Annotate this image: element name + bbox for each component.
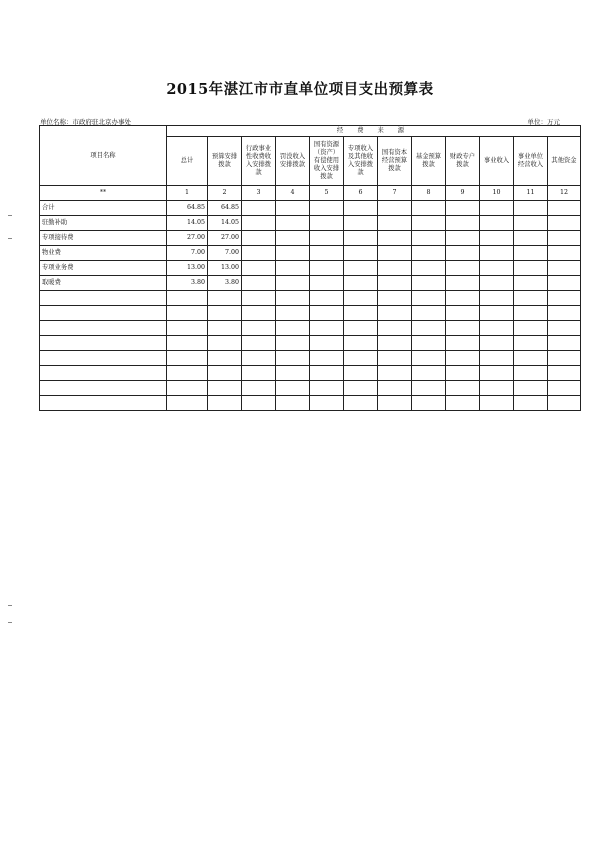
empty-cell [446,276,480,291]
empty-row [40,381,581,396]
row-total: 64.85 [167,201,208,216]
empty-cell [480,276,514,291]
empty-cell [412,381,446,396]
empty-cell [40,381,167,396]
column-header: 事业收入 [480,137,514,186]
unit-measure: 单位：万元 [527,118,560,126]
empty-cell [276,381,310,396]
empty-row [40,291,581,306]
empty-row [40,396,581,411]
empty-cell [344,201,378,216]
row-total: 3.80 [167,276,208,291]
empty-cell [412,351,446,366]
empty-cell [276,246,310,261]
empty-cell [446,261,480,276]
empty-cell [446,351,480,366]
empty-cell [446,336,480,351]
empty-cell [310,336,344,351]
empty-cell [276,336,310,351]
empty-cell [344,321,378,336]
empty-cell [480,231,514,246]
index-cell: 2 [208,186,242,201]
empty-cell [310,216,344,231]
empty-cell [310,321,344,336]
empty-cell [344,351,378,366]
empty-cell [378,396,412,411]
row-total: 13.00 [167,261,208,276]
empty-cell [446,216,480,231]
empty-cell [40,291,167,306]
empty-cell [480,306,514,321]
empty-cell [480,201,514,216]
empty-cell [446,231,480,246]
empty-cell [412,336,446,351]
empty-cell [514,216,548,231]
project-name-header: 项目名称 [40,126,167,186]
empty-cell [242,246,276,261]
index-cell: 8 [412,186,446,201]
row-name: 合计 [40,201,167,216]
empty-cell [344,381,378,396]
empty-cell [480,216,514,231]
empty-cell [344,366,378,381]
empty-cell [344,246,378,261]
empty-cell [242,336,276,351]
budget-table [39,125,581,411]
empty-cell [276,321,310,336]
empty-cell [514,276,548,291]
empty-cell [276,291,310,306]
empty-cell [344,291,378,306]
empty-cell [480,396,514,411]
empty-cell [310,201,344,216]
empty-cell [514,306,548,321]
empty-cell [242,201,276,216]
empty-cell [276,396,310,411]
empty-cell [412,396,446,411]
row-budget: 27.00 [208,231,242,246]
empty-cell [242,396,276,411]
empty-cell [412,261,446,276]
empty-cell [276,231,310,246]
empty-cell [548,216,581,231]
empty-cell [378,321,412,336]
empty-cell [378,231,412,246]
empty-cell [548,321,581,336]
empty-cell [242,261,276,276]
empty-cell [40,321,167,336]
empty-cell [378,276,412,291]
empty-cell [480,321,514,336]
empty-cell [378,336,412,351]
empty-cell [378,306,412,321]
empty-cell [167,336,208,351]
empty-cell [344,231,378,246]
empty-cell [167,366,208,381]
empty-cell [310,291,344,306]
empty-cell [344,261,378,276]
empty-cell [167,306,208,321]
index-cell: 10 [480,186,514,201]
empty-cell [548,396,581,411]
row-total: 14.05 [167,216,208,231]
column-header: 专项收入及其他收入安排拨款 [344,137,378,186]
empty-cell [412,246,446,261]
empty-cell [378,291,412,306]
page-title: 2015年湛江市市直单位项目支出预算表 [166,81,434,98]
column-header: 总计 [167,137,208,186]
empty-cell [310,351,344,366]
scan-mark [8,215,12,216]
empty-cell [242,291,276,306]
empty-cell [208,381,242,396]
empty-cell [276,276,310,291]
index-cell: 1 [167,186,208,201]
empty-cell [310,231,344,246]
row-budget: 3.80 [208,276,242,291]
empty-cell [446,381,480,396]
table-row [40,261,581,276]
empty-cell [40,396,167,411]
empty-cell [310,276,344,291]
empty-cell [242,276,276,291]
empty-cell [514,201,548,216]
empty-cell [276,366,310,381]
empty-cell [242,351,276,366]
index-cell: 11 [514,186,548,201]
empty-cell [514,336,548,351]
empty-cell [242,216,276,231]
table-row [40,201,581,216]
row-name: 专项接待费 [40,231,167,246]
row-budget: 7.00 [208,246,242,261]
empty-cell [208,306,242,321]
column-header: 国有资源（资产）有偿使用收入安排拨款 [310,137,344,186]
scan-mark [8,622,12,623]
empty-cell [480,291,514,306]
empty-cell [412,201,446,216]
empty-cell [446,396,480,411]
empty-cell [548,366,581,381]
index-cell: ** [40,186,167,201]
empty-cell [548,231,581,246]
column-header: 预算安排拨款 [208,137,242,186]
scan-mark [8,605,12,606]
empty-cell [446,246,480,261]
empty-cell [344,306,378,321]
empty-cell [548,201,581,216]
empty-cell [344,276,378,291]
empty-cell [480,336,514,351]
empty-cell [480,261,514,276]
empty-cell [208,336,242,351]
empty-cell [310,366,344,381]
empty-cell [242,366,276,381]
empty-cell [208,291,242,306]
empty-cell [310,381,344,396]
index-cell: 9 [446,186,480,201]
empty-cell [548,306,581,321]
empty-cell [276,261,310,276]
empty-cell [446,321,480,336]
scan-mark [8,238,12,239]
empty-cell [40,366,167,381]
empty-cell [276,351,310,366]
index-cell: 6 [344,186,378,201]
row-total: 27.00 [167,231,208,246]
empty-cell [310,246,344,261]
empty-cell [446,306,480,321]
empty-cell [446,366,480,381]
empty-cell [514,231,548,246]
empty-cell [242,321,276,336]
funding-source-header: 经 费 来 源 [167,126,581,137]
empty-cell [242,231,276,246]
index-cell: 5 [310,186,344,201]
empty-cell [412,366,446,381]
column-header: 行政事业性收费收入安排拨款 [242,137,276,186]
empty-row [40,306,581,321]
empty-cell [167,381,208,396]
empty-cell [548,381,581,396]
empty-cell [242,381,276,396]
row-total: 7.00 [167,246,208,261]
empty-cell [548,291,581,306]
empty-cell [40,336,167,351]
empty-row [40,351,581,366]
empty-cell [208,351,242,366]
empty-cell [514,261,548,276]
empty-cell [480,351,514,366]
empty-cell [40,306,167,321]
empty-cell [514,366,548,381]
row-budget: 14.05 [208,216,242,231]
empty-row [40,336,581,351]
table-row [40,216,581,231]
unit-name: 单位名称：市政府驻北京办事处 [40,118,131,126]
empty-cell [167,396,208,411]
empty-cell [480,381,514,396]
row-name: 物业费 [40,246,167,261]
empty-cell [412,231,446,246]
empty-row [40,366,581,381]
empty-cell [548,261,581,276]
empty-cell [378,366,412,381]
index-cell: 7 [378,186,412,201]
empty-cell [378,261,412,276]
index-cell: 12 [548,186,581,201]
column-header: 其他资金 [548,137,581,186]
row-budget: 13.00 [208,261,242,276]
empty-cell [548,246,581,261]
table-row [40,276,581,291]
table-row [40,246,581,261]
row-name: 取暖费 [40,276,167,291]
empty-cell [412,216,446,231]
empty-cell [310,261,344,276]
header-row-source [40,126,581,137]
empty-cell [548,276,581,291]
row-name: 驻勤补助 [40,216,167,231]
empty-cell [378,216,412,231]
empty-row [40,321,581,336]
empty-cell [446,291,480,306]
empty-cell [412,276,446,291]
empty-cell [378,246,412,261]
empty-cell [208,321,242,336]
empty-cell [344,396,378,411]
empty-cell [276,201,310,216]
empty-cell [310,306,344,321]
empty-cell [480,246,514,261]
empty-cell [208,396,242,411]
empty-cell [480,366,514,381]
column-header: 基金预算拨款 [412,137,446,186]
empty-cell [412,306,446,321]
empty-cell [514,291,548,306]
column-header: 财政专户拨款 [446,137,480,186]
empty-cell [208,366,242,381]
index-row [40,186,581,201]
column-header: 罚没收入安排拨款 [276,137,310,186]
empty-cell [344,336,378,351]
empty-cell [514,381,548,396]
empty-cell [514,351,548,366]
empty-cell [167,321,208,336]
empty-cell [276,306,310,321]
empty-cell [548,351,581,366]
table-row [40,231,581,246]
column-header: 事业单位经营收入 [514,137,548,186]
empty-cell [514,321,548,336]
empty-cell [378,381,412,396]
empty-cell [167,291,208,306]
empty-cell [412,321,446,336]
index-cell: 4 [276,186,310,201]
empty-cell [378,351,412,366]
empty-cell [378,201,412,216]
row-budget: 64.85 [208,201,242,216]
empty-cell [446,201,480,216]
column-header: 国有资本经营预算拨款 [378,137,412,186]
empty-cell [40,351,167,366]
table-body [40,201,581,411]
empty-cell [310,396,344,411]
empty-cell [242,306,276,321]
empty-cell [412,291,446,306]
empty-cell [514,246,548,261]
empty-cell [344,216,378,231]
index-cell: 3 [242,186,276,201]
row-name: 专项业务费 [40,261,167,276]
empty-cell [276,216,310,231]
empty-cell [167,351,208,366]
empty-cell [514,396,548,411]
empty-cell [548,336,581,351]
